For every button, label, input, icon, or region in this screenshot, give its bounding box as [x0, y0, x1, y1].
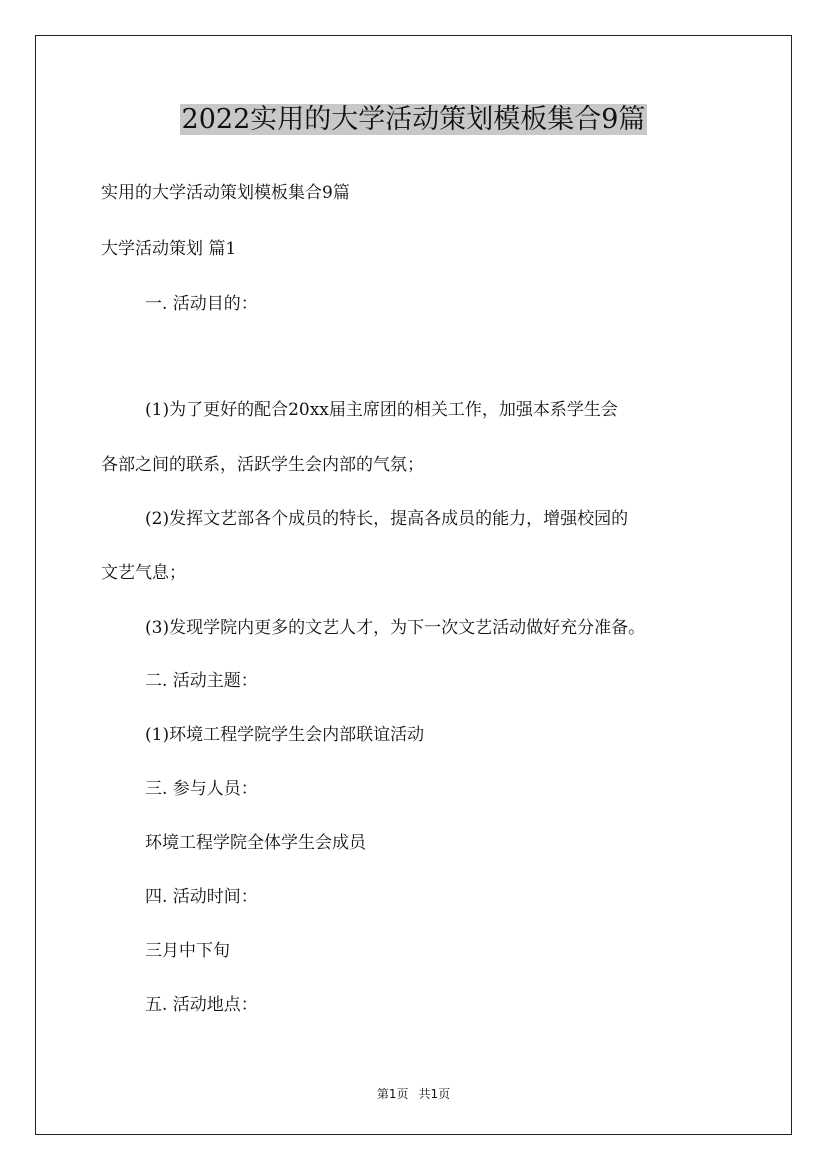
heading-participants: 三. 参与人员：: [145, 779, 258, 799]
heading-time: 四. 活动时间：: [145, 887, 258, 907]
paragraph-line: 各部之间的联系，活跃学生会内部的气氛；: [101, 455, 424, 475]
paragraph-line: (2)发挥文艺部各个成员的特长，提高各成员的能力，增强校园的: [145, 509, 629, 529]
heading-location: 五. 活动地点：: [145, 995, 258, 1015]
paragraph-line: (3)发现学院内更多的文艺人才，为下一次文艺活动做好充分准备。: [145, 618, 646, 638]
page-total: 共1页: [418, 1087, 451, 1101]
paragraph-line: (1)为了更好的配合20xx届主席团的相关工作，加强本系学生会: [145, 400, 618, 420]
paragraph-line: 环境工程学院全体学生会成员: [145, 833, 366, 853]
document-title: [0, 101, 827, 139]
paragraph-line: 文艺气息；: [101, 563, 186, 583]
page-footer: [0, 1086, 827, 1102]
heading-purpose: 一. 活动目的：: [145, 294, 258, 314]
document-title-text: 2022实用的大学活动策划模板集合9篇: [181, 104, 646, 135]
paragraph-line: 三月中下旬: [145, 941, 230, 961]
heading-theme: 二. 活动主题：: [145, 671, 258, 691]
section-heading: 大学活动策划 篇1: [101, 239, 237, 259]
paragraph-line: (1)环境工程学院学生会内部联谊活动: [145, 725, 425, 745]
document-subtitle: 实用的大学活动策划模板集合9篇: [101, 183, 350, 203]
page-number: 第1页: [376, 1087, 409, 1101]
